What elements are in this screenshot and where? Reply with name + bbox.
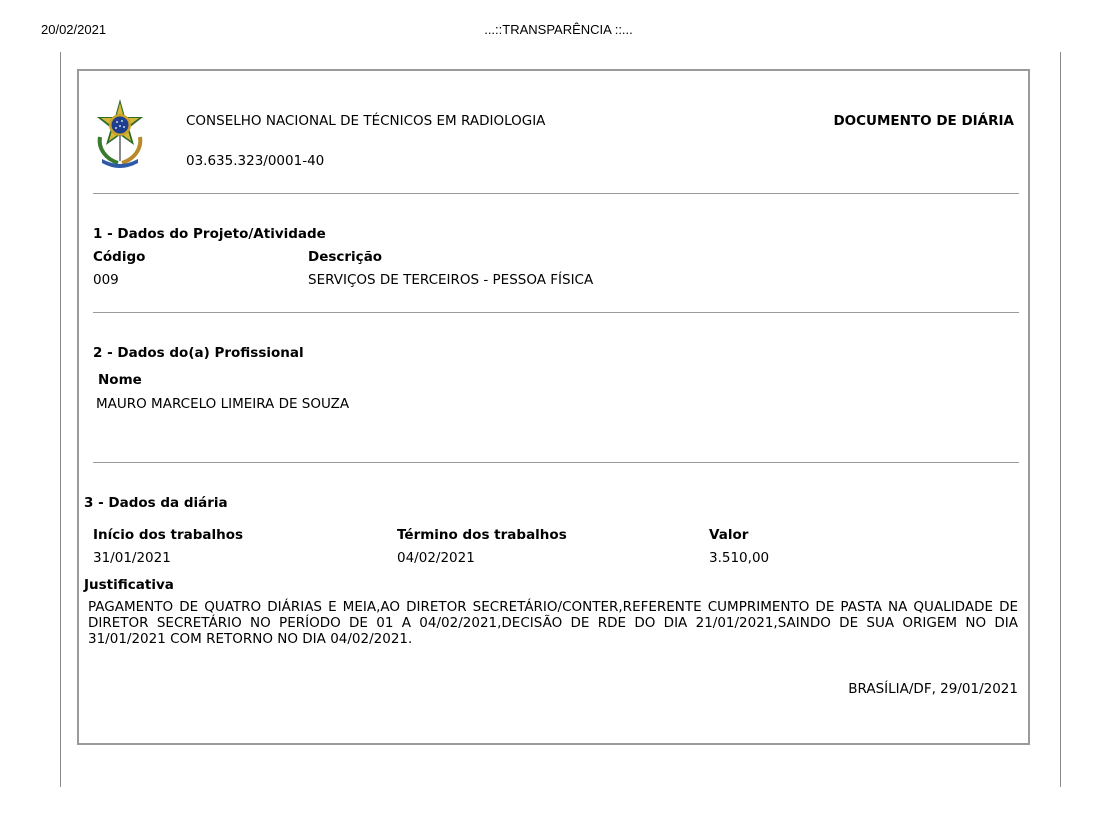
per-diem-value: 3.510,00 xyxy=(709,550,770,566)
brazil-coat-of-arms-icon xyxy=(94,97,146,169)
divider xyxy=(93,312,1019,313)
project-description: SERVIÇOS DE TERCEIROS - PESSOA FÍSICA xyxy=(308,272,594,288)
divider xyxy=(93,193,1019,194)
section2-title: 2 - Dados do(a) Profissional xyxy=(93,345,304,361)
start-label: Início dos trabalhos xyxy=(93,527,244,543)
professional-name: MAURO MARCELO LIMEIRA DE SOUZA xyxy=(96,396,350,412)
name-label: Nome xyxy=(98,372,142,388)
document-box xyxy=(77,69,1030,745)
section1-title: 1 - Dados do Projeto/Atividade xyxy=(93,226,326,242)
page-border-left xyxy=(60,52,61,787)
org-cnpj: 03.635.323/0001-40 xyxy=(186,153,325,169)
justification-label: Justificativa xyxy=(84,577,174,593)
end-date: 04/02/2021 xyxy=(397,550,475,566)
place-date: BRASÍLIA/DF, 29/01/2021 xyxy=(848,681,1018,697)
code-label: Código xyxy=(93,249,146,265)
print-page-title: ...::TRANSPARÊNCIA ::... xyxy=(484,22,633,37)
start-date: 31/01/2021 xyxy=(93,550,171,566)
section3-title: 3 - Dados da diária xyxy=(84,495,228,511)
page-border-right xyxy=(1060,52,1061,787)
print-date: 20/02/2021 xyxy=(41,22,107,37)
justification-text: PAGAMENTO DE QUATRO DIÁRIAS E MEIA,AO DIRETOR SECRETÁRIO/CONTER,REFERENTE CUMPRIMENTO DE PASTA NA QUALIDADE DE DIRETOR SECRETÁRIO NO PERÍODO DE 01 A 04/02/2021,DECISÃO DE RDE DO DIA 21/01/2021,SAINDO DE SUA ORIGEM NO DIA 31/01/2021 COM RETORNO NO DIA 04/02/2021. xyxy=(88,599,1018,647)
divider xyxy=(93,462,1019,463)
document-title: DOCUMENTO DE DIÁRIA xyxy=(833,113,1014,129)
end-label: Término dos trabalhos xyxy=(397,527,567,543)
org-name: CONSELHO NACIONAL DE TÉCNICOS EM RADIOLOGIA xyxy=(186,113,546,129)
value-label: Valor xyxy=(709,527,749,543)
description-label: Descrição xyxy=(308,249,383,265)
project-code: 009 xyxy=(93,272,119,288)
